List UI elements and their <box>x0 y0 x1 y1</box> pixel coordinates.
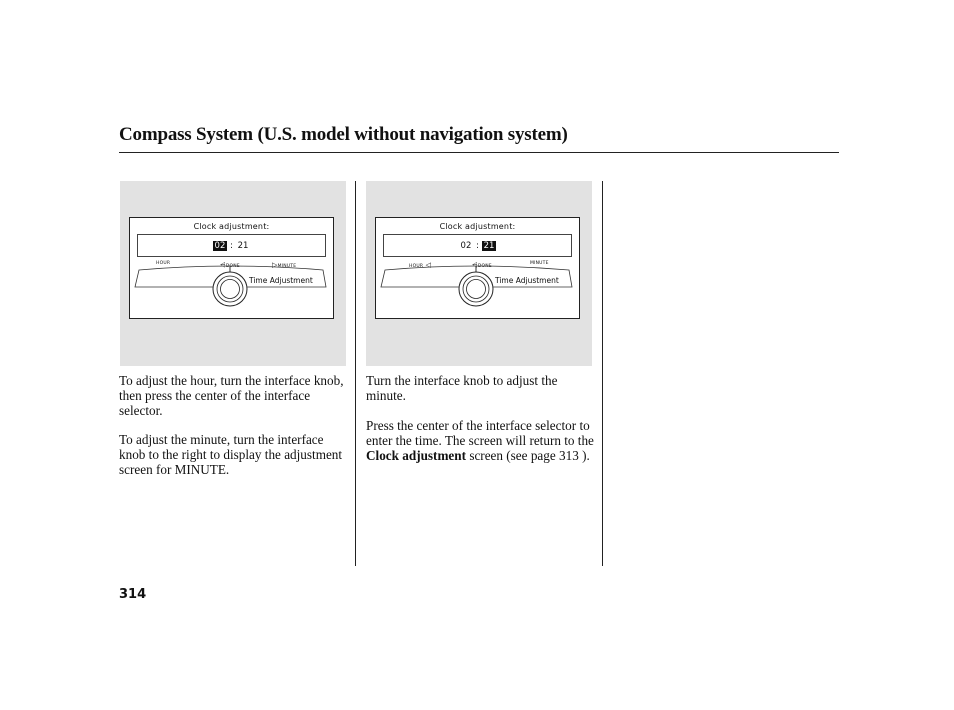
menu-done: ⩤DONE <box>472 261 492 269</box>
right-paragraph-2: Press the center of the interface selector to enter the time. The screen will return to the Clock adjustment screen (see page 313 ). <box>366 418 594 463</box>
right-paragraph-1: Turn the interface knob to adjust the minute. <box>366 373 558 403</box>
menu-done: ⩤DONE <box>220 261 240 269</box>
screen-title: Clock adjustment: <box>439 222 516 231</box>
figure-minute-adjust <box>366 181 592 366</box>
knob-label: Time Adjustment <box>249 276 313 285</box>
left-paragraph-1: To adjust the hour, turn the interface knob, then press the center of the interface selector. <box>119 373 344 418</box>
minute-value: 21 <box>237 241 249 251</box>
hour-value: 02 <box>214 241 226 251</box>
time-separator: : <box>230 241 233 251</box>
page-number: 314 <box>119 587 147 602</box>
menu-minute: MINUTE <box>530 261 549 266</box>
page-title: Compass System (U.S. model without navigation system) <box>119 124 568 145</box>
menu-hour: HOUR <box>156 261 171 266</box>
left-arrow-icon: ◁ <box>423 261 432 269</box>
column-divider <box>602 181 603 566</box>
display-screen <box>129 217 334 319</box>
clock-adjustment-term: Clock adjustment <box>366 448 467 463</box>
menu-minute: ▷MINUTE <box>272 261 297 269</box>
column-divider <box>355 181 356 566</box>
interface-knob-icon <box>376 218 581 320</box>
screen-title: Clock adjustment: <box>193 222 270 231</box>
right-arrow-icon: ▷ <box>272 261 278 269</box>
time-separator: : <box>476 241 479 251</box>
title-rule <box>119 152 839 153</box>
interface-knob-icon <box>130 218 335 320</box>
hour-value: 02 <box>460 241 472 251</box>
minute-value: 21 <box>483 241 495 251</box>
knob-label: Time Adjustment <box>495 276 559 285</box>
figure-hour-adjust <box>120 181 346 366</box>
menu-hour: HOUR ◁ <box>409 261 432 269</box>
left-paragraph-2: To adjust the minute, turn the interface knob to the right to display the adjustment screen for MINUTE. <box>119 432 343 477</box>
done-icon: ⩤ <box>220 261 226 269</box>
done-icon: ⩤ <box>472 261 478 269</box>
display-screen <box>375 217 580 319</box>
